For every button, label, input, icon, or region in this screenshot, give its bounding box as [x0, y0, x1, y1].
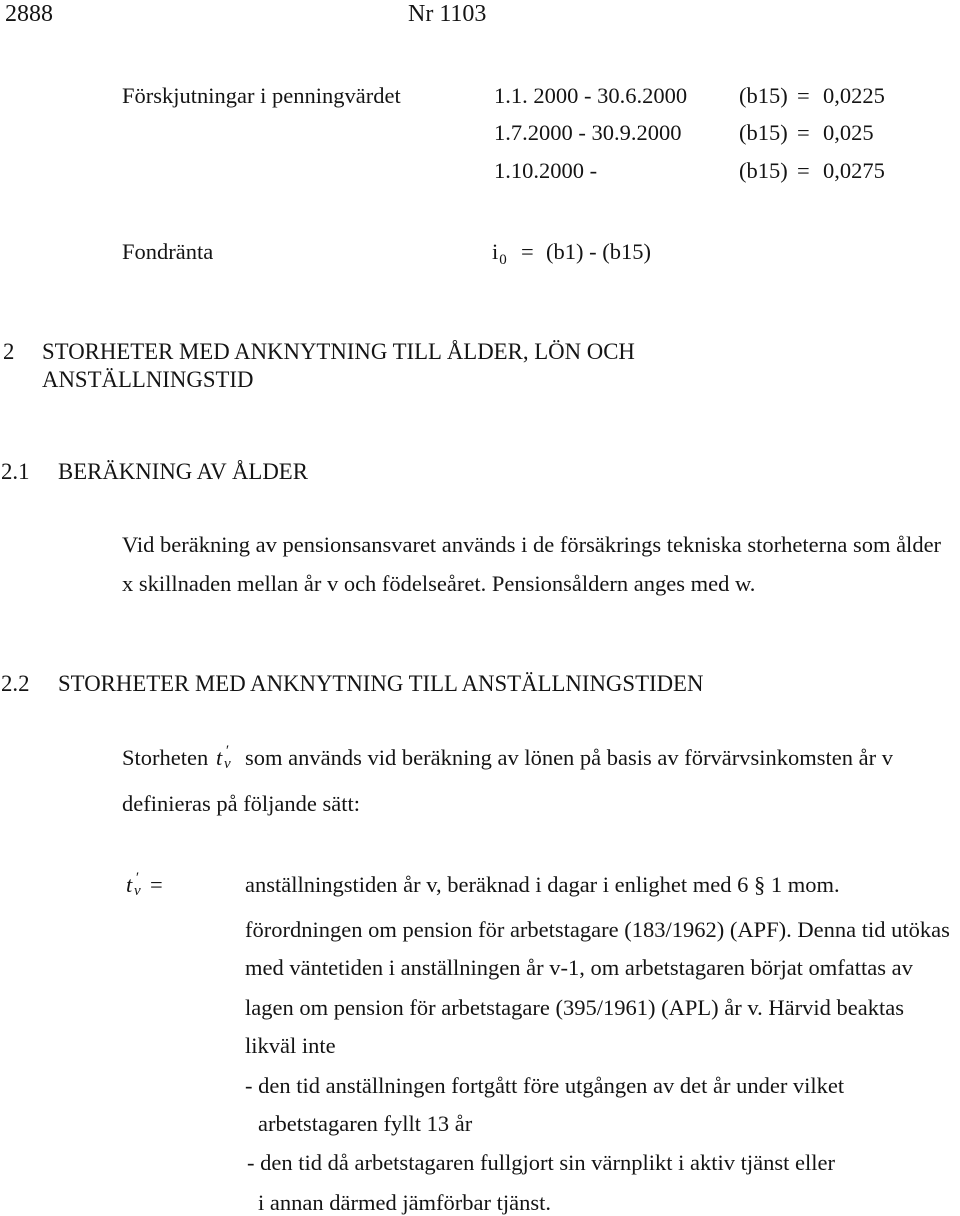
- inflation-symbol-1: (b15): [739, 83, 788, 108]
- fund-rate-variable: [492, 240, 507, 267]
- fund-rate-label: Fondränta: [122, 239, 214, 264]
- section-2-1-body-line1: Vid beräkning av pensionsansvaret används i de försäkrings tekniska storheterna som ålder: [122, 532, 942, 557]
- fund-rate-subscript: 0: [499, 252, 507, 268]
- section-2-title-line2: ANSTÄLLNINGSTID: [42, 367, 254, 392]
- issue-number: Nr 1103: [408, 1, 487, 27]
- definition-line5: likväl inte: [245, 1033, 336, 1058]
- inflation-value-3: 0,0275: [823, 158, 885, 183]
- exclusion-1-line1: - den tid anställningen fortgått före utgången av det år under vilket: [245, 1073, 845, 1098]
- section-2-number: 2: [3, 339, 15, 364]
- definition-line1: anställningstiden år v, beräknad i dagar i enlighet med 6 § 1 mom.: [245, 872, 840, 897]
- exclusion-2-line2: i annan därmed jämförbar tjänst.: [258, 1190, 552, 1215]
- section-2-title-line1: STORHETER MED ANKNYTNING TILL ÅLDER, LÖN OCH: [42, 339, 635, 364]
- page-number: 2888: [5, 1, 53, 27]
- inflation-period-2: 1.7.2000 - 30.9.2000: [494, 120, 682, 145]
- section-2-1-body-line2: x skillnaden mellan år v och födelseåret. Pensionsåldern anges med w.: [122, 571, 756, 596]
- section-2-1-number: 2.1: [1, 459, 30, 484]
- inflation-period-1: 1.1. 2000 - 30.6.2000: [494, 83, 688, 108]
- symbol-subscript: v: [224, 756, 231, 772]
- section-2-1-title: BERÄKNING AV ÅLDER: [58, 459, 308, 484]
- inflation-value-1: 0,0225: [823, 83, 885, 108]
- intro-before: Storheten: [122, 745, 209, 770]
- definition-line3: med väntetiden i anställningen år v-1, om arbetstagaren börjat omfattas av: [245, 955, 913, 980]
- inflation-eq-2: =: [797, 120, 810, 145]
- inflation-period-3: 1.10.2000 -: [494, 158, 598, 183]
- exclusion-1-line2: arbetstagaren fyllt 13 år: [258, 1111, 473, 1136]
- definition-line2: förordningen om pension för arbetstagare (183/1962) (APF). Denna tid utökas: [245, 917, 950, 942]
- symbol-prime: ′: [225, 743, 229, 759]
- symbol-prime: ′: [135, 870, 139, 886]
- intro-line2: definieras på följande sätt:: [122, 791, 361, 816]
- inflation-eq-3: =: [797, 158, 810, 183]
- inflation-label: Förskjutningar i penningvärdet: [122, 83, 401, 108]
- fund-rate-eq: =: [521, 239, 534, 264]
- inflation-symbol-3: (b15): [739, 158, 788, 183]
- intro-after: som används vid beräkning av lönen på basis av förvärvsinkomsten år v: [245, 745, 893, 770]
- inflation-value-2: 0,025: [823, 120, 874, 145]
- definition-symbol: [126, 870, 141, 899]
- fund-rate-var: i: [492, 239, 499, 264]
- definition-eq: =: [150, 872, 163, 897]
- fund-rate-expression: (b1) - (b15): [546, 239, 651, 264]
- exclusion-2-line1: - den tid då arbetstagaren fullgjort sin värnplikt i aktiv tjänst eller: [247, 1150, 835, 1175]
- symbol-base: t: [216, 745, 223, 770]
- inflation-symbol-2: (b15): [739, 120, 788, 145]
- section-2-2-number: 2.2: [1, 671, 30, 696]
- inflation-eq-1: =: [797, 83, 810, 108]
- section-2-2-title: STORHETER MED ANKNYTNING TILL ANSTÄLLNINGSTIDEN: [58, 671, 704, 696]
- symbol-base: t: [126, 872, 133, 897]
- symbol-subscript: v: [134, 883, 141, 899]
- definition-line4: lagen om pension för arbetstagare (395/1961) (APL) år v. Härvid beaktas: [245, 995, 904, 1020]
- t-prime-v-symbol: [216, 743, 231, 772]
